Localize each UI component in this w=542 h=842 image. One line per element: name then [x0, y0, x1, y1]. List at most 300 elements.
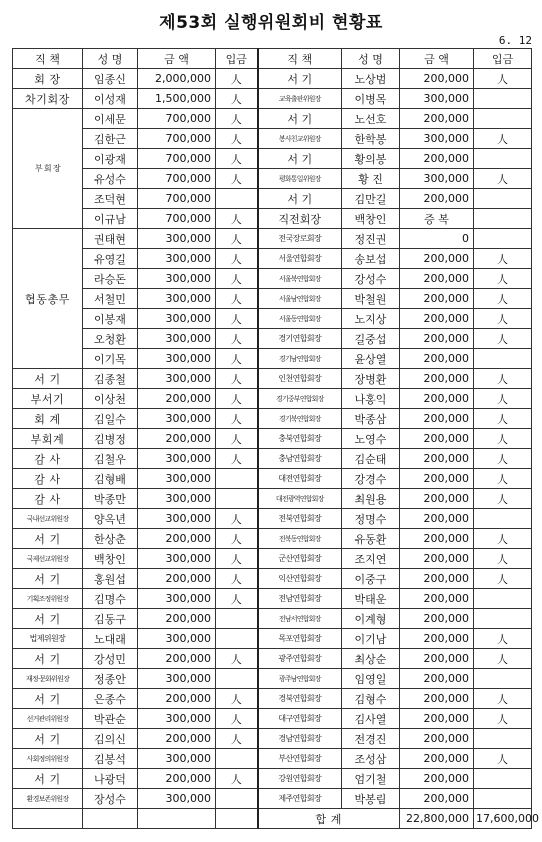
right-amount-cell: 300,000	[400, 89, 474, 109]
left-role-cell: 서 기	[13, 649, 83, 669]
right-role-cell: 서 기	[258, 109, 342, 129]
right-paid-cell: 人	[474, 249, 532, 269]
right-role-cell: 전북동연합회장	[258, 529, 342, 549]
left-name-cell: 은종수	[83, 689, 138, 709]
left-amount-cell: 300,000	[138, 449, 216, 469]
right-role-cell: 서 기	[258, 69, 342, 89]
right-name-cell: 이중구	[342, 569, 400, 589]
right-role-cell: 경남연합회장	[258, 729, 342, 749]
right-paid-cell	[474, 669, 532, 689]
right-amount-cell: 200,000	[400, 189, 474, 209]
left-paid-cell: 人	[216, 349, 258, 369]
right-name-cell: 이계형	[342, 609, 400, 629]
left-paid-cell: 人	[216, 289, 258, 309]
left-name-cell: 김철우	[83, 449, 138, 469]
left-amount-cell: 300,000	[138, 409, 216, 429]
right-amount-cell: 200,000	[400, 389, 474, 409]
right-amount-cell: 200,000	[400, 749, 474, 769]
right-name-cell: 윤상열	[342, 349, 400, 369]
right-paid-cell: 人	[474, 169, 532, 189]
right-amount-cell: 200,000	[400, 629, 474, 649]
left-name-cell: 서철민	[83, 289, 138, 309]
left-paid-cell	[216, 489, 258, 509]
left-amount-cell: 1,500,000	[138, 89, 216, 109]
right-paid-cell	[474, 109, 532, 129]
right-name-cell: 김만길	[342, 189, 400, 209]
left-role-cell: 국내선교위원장	[13, 509, 83, 529]
right-role-cell: 서 기	[258, 189, 342, 209]
left-paid-cell: 人	[216, 429, 258, 449]
right-amount-cell: 200,000	[400, 429, 474, 449]
right-paid-cell: 人	[474, 469, 532, 489]
left-amount-cell: 700,000	[138, 149, 216, 169]
table-row	[13, 749, 532, 769]
right-amount-cell: 200,000	[400, 309, 474, 329]
right-amount-cell: 증 복	[400, 209, 474, 229]
header-position: 직 책	[13, 49, 83, 69]
left-name-cell: 양옥년	[83, 509, 138, 529]
right-role-cell: 제주연합회장	[258, 789, 342, 809]
right-amount-cell: 200,000	[400, 409, 474, 429]
right-name-cell: 노선호	[342, 109, 400, 129]
right-amount-cell: 200,000	[400, 669, 474, 689]
left-empty-cell	[138, 809, 216, 829]
left-amount-cell: 300,000	[138, 329, 216, 349]
header-amount: 금 액	[138, 49, 216, 69]
left-name-cell: 박관순	[83, 709, 138, 729]
right-role-cell: 교육출판위원장	[258, 89, 342, 109]
date-label: 6. 12	[498, 34, 532, 47]
left-name-cell: 이봉재	[83, 309, 138, 329]
left-role-cell: 감 사	[13, 489, 83, 509]
table-row	[13, 349, 532, 369]
right-amount-cell: 200,000	[400, 769, 474, 789]
right-amount-cell: 200,000	[400, 69, 474, 89]
right-paid-cell: 人	[474, 689, 532, 709]
left-paid-cell: 人	[216, 529, 258, 549]
right-role-cell: 부산연합회장	[258, 749, 342, 769]
table-row	[13, 529, 532, 549]
table-row	[13, 149, 532, 169]
right-amount-cell: 200,000	[400, 789, 474, 809]
right-amount-cell: 200,000	[400, 729, 474, 749]
right-paid-cell: 人	[474, 749, 532, 769]
table-row	[13, 209, 532, 229]
table-row	[13, 469, 532, 489]
left-amount-cell: 300,000	[138, 509, 216, 529]
right-name-cell: 백창인	[342, 209, 400, 229]
right-role-cell: 서 기	[258, 149, 342, 169]
left-role-cell: 감 사	[13, 449, 83, 469]
left-amount-cell: 300,000	[138, 269, 216, 289]
table-row	[13, 169, 532, 189]
right-role-cell: 경기남연합회장	[258, 349, 342, 369]
right-amount-cell: 200,000	[400, 489, 474, 509]
right-role-cell: 서울동연합회장	[258, 309, 342, 329]
right-role-cell: 충북연합회장	[258, 429, 342, 449]
header-name: 성 명	[83, 49, 138, 69]
left-role-cell: 감 사	[13, 469, 83, 489]
left-role-cell: 선거관리위원장	[13, 709, 83, 729]
table-row	[13, 789, 532, 809]
left-name-cell: 이기목	[83, 349, 138, 369]
left-amount-cell: 300,000	[138, 549, 216, 569]
right-amount-cell: 200,000	[400, 529, 474, 549]
left-paid-cell: 人	[216, 249, 258, 269]
right-paid-cell: 人	[474, 289, 532, 309]
left-amount-cell: 200,000	[138, 729, 216, 749]
table-row	[13, 449, 532, 469]
left-role-cell: 회 장	[13, 69, 83, 89]
total-label: 합 계	[258, 809, 400, 829]
left-name-cell: 오청환	[83, 329, 138, 349]
left-paid-cell: 人	[216, 769, 258, 789]
left-amount-cell: 200,000	[138, 769, 216, 789]
left-amount-cell: 200,000	[138, 609, 216, 629]
table-row	[13, 109, 532, 129]
right-role-cell: 직전회장	[258, 209, 342, 229]
right-name-cell: 박종삼	[342, 409, 400, 429]
left-name-cell: 김종철	[83, 369, 138, 389]
left-amount-cell: 300,000	[138, 469, 216, 489]
left-paid-cell: 人	[216, 149, 258, 169]
header-amount: 금 액	[400, 49, 474, 69]
right-amount-cell: 0	[400, 229, 474, 249]
right-amount-cell: 200,000	[400, 109, 474, 129]
right-amount-cell: 200,000	[400, 329, 474, 349]
right-paid-cell	[474, 89, 532, 109]
left-paid-cell: 人	[216, 689, 258, 709]
left-amount-cell: 700,000	[138, 129, 216, 149]
left-paid-cell: 人	[216, 309, 258, 329]
right-amount-cell: 200,000	[400, 709, 474, 729]
right-name-cell: 송보섭	[342, 249, 400, 269]
left-name-cell: 김봉석	[83, 749, 138, 769]
right-name-cell: 최원용	[342, 489, 400, 509]
left-amount-cell: 300,000	[138, 629, 216, 649]
left-role-cell: 재정·문화위원장	[13, 669, 83, 689]
right-paid-cell: 人	[474, 129, 532, 149]
left-name-cell: 이규남	[83, 209, 138, 229]
left-paid-cell	[216, 469, 258, 489]
right-role-cell: 충남연합회장	[258, 449, 342, 469]
left-amount-cell: 300,000	[138, 349, 216, 369]
right-paid-cell	[474, 509, 532, 529]
table-row	[13, 769, 532, 789]
right-name-cell: 임영일	[342, 669, 400, 689]
left-paid-cell	[216, 629, 258, 649]
right-amount-cell: 200,000	[400, 549, 474, 569]
left-amount-cell: 700,000	[138, 189, 216, 209]
table-row	[13, 429, 532, 449]
right-name-cell: 박봉림	[342, 789, 400, 809]
left-paid-cell: 人	[216, 89, 258, 109]
left-name-cell: 노대래	[83, 629, 138, 649]
right-paid-cell: 人	[474, 69, 532, 89]
right-name-cell: 유동환	[342, 529, 400, 549]
left-paid-cell: 人	[216, 369, 258, 389]
right-amount-cell: 200,000	[400, 649, 474, 669]
right-role-cell: 전북연합회장	[258, 509, 342, 529]
left-role-cell: 부 회 장	[13, 109, 83, 229]
table-row	[13, 609, 532, 629]
right-paid-cell	[474, 209, 532, 229]
right-paid-cell: 人	[474, 549, 532, 569]
left-amount-cell: 2,000,000	[138, 69, 216, 89]
right-name-cell: 이기남	[342, 629, 400, 649]
table-row	[13, 809, 532, 829]
right-role-cell: 강원연합회장	[258, 769, 342, 789]
right-role-cell: 전국장로회장	[258, 229, 342, 249]
total-amount: 22,800,000	[400, 809, 474, 829]
table-row	[13, 729, 532, 749]
left-name-cell: 김동구	[83, 609, 138, 629]
left-amount-cell: 200,000	[138, 689, 216, 709]
right-paid-cell: 人	[474, 429, 532, 449]
right-role-cell: 평화통일위원장	[258, 169, 342, 189]
right-paid-cell: 人	[474, 709, 532, 729]
right-paid-cell	[474, 769, 532, 789]
left-amount-cell: 300,000	[138, 369, 216, 389]
page-title: 제53회 실행위원회비 현황표	[159, 13, 383, 33]
left-empty-cell	[83, 809, 138, 829]
right-paid-cell	[474, 229, 532, 249]
total-paid-amount: 17,600,000	[474, 809, 532, 829]
table-row	[13, 69, 532, 89]
left-role-cell: 서 기	[13, 689, 83, 709]
table-header-row	[13, 49, 532, 69]
right-name-cell: 조지연	[342, 549, 400, 569]
left-role-cell: 국제선교위원장	[13, 549, 83, 569]
left-amount-cell: 700,000	[138, 109, 216, 129]
table-row	[13, 189, 532, 209]
right-name-cell: 나홍익	[342, 389, 400, 409]
right-amount-cell: 200,000	[400, 469, 474, 489]
table-row	[13, 549, 532, 569]
table-row	[13, 409, 532, 429]
right-role-cell: 경북연합회장	[258, 689, 342, 709]
left-name-cell: 나광덕	[83, 769, 138, 789]
right-amount-cell: 200,000	[400, 349, 474, 369]
left-role-cell: 협동총무	[13, 229, 83, 369]
right-role-cell: 군산연합회장	[258, 549, 342, 569]
right-paid-cell: 人	[474, 369, 532, 389]
left-amount-cell: 300,000	[138, 669, 216, 689]
right-name-cell: 강성수	[342, 269, 400, 289]
table-row	[13, 89, 532, 109]
left-name-cell: 백창인	[83, 549, 138, 569]
left-paid-cell: 人	[216, 449, 258, 469]
left-name-cell: 김일수	[83, 409, 138, 429]
left-amount-cell: 200,000	[138, 569, 216, 589]
right-role-cell: 목포연합회장	[258, 629, 342, 649]
left-paid-cell: 人	[216, 209, 258, 229]
table-row	[13, 629, 532, 649]
right-role-cell: 봉사친교위원장	[258, 129, 342, 149]
right-paid-cell: 人	[474, 649, 532, 669]
right-paid-cell	[474, 149, 532, 169]
left-paid-cell: 人	[216, 569, 258, 589]
right-amount-cell: 200,000	[400, 149, 474, 169]
left-empty-cell	[13, 809, 83, 829]
table-row	[13, 329, 532, 349]
header-paid: 입금	[474, 49, 532, 69]
right-role-cell: 경기연합회장	[258, 329, 342, 349]
left-role-cell: 기획조정위원장	[13, 589, 83, 609]
right-paid-cell: 人	[474, 569, 532, 589]
left-name-cell: 권태현	[83, 229, 138, 249]
right-name-cell: 황 진	[342, 169, 400, 189]
left-paid-cell: 人	[216, 389, 258, 409]
left-amount-cell: 300,000	[138, 229, 216, 249]
left-name-cell: 임종신	[83, 69, 138, 89]
left-paid-cell: 人	[216, 509, 258, 529]
left-paid-cell: 人	[216, 129, 258, 149]
left-name-cell: 홍원섭	[83, 569, 138, 589]
right-amount-cell: 200,000	[400, 569, 474, 589]
left-paid-cell: 人	[216, 69, 258, 89]
right-paid-cell	[474, 589, 532, 609]
right-amount-cell: 200,000	[400, 369, 474, 389]
right-paid-cell	[474, 609, 532, 629]
left-amount-cell: 300,000	[138, 589, 216, 609]
left-role-cell: 사회정의위원장	[13, 749, 83, 769]
table-row	[13, 569, 532, 589]
right-amount-cell: 200,000	[400, 609, 474, 629]
right-name-cell: 김형수	[342, 689, 400, 709]
left-role-cell: 서 기	[13, 369, 83, 389]
left-role-cell: 차기회장	[13, 89, 83, 109]
left-paid-cell	[216, 789, 258, 809]
left-name-cell: 조덕현	[83, 189, 138, 209]
left-amount-cell: 200,000	[138, 429, 216, 449]
right-name-cell: 황의봉	[342, 149, 400, 169]
left-name-cell: 김형배	[83, 469, 138, 489]
left-amount-cell: 300,000	[138, 289, 216, 309]
left-amount-cell: 300,000	[138, 249, 216, 269]
left-role-cell: 부회계	[13, 429, 83, 449]
right-role-cell: 대구연합회장	[258, 709, 342, 729]
right-paid-cell: 人	[474, 629, 532, 649]
left-name-cell: 이세문	[83, 109, 138, 129]
left-amount-cell: 300,000	[138, 489, 216, 509]
left-name-cell: 강성민	[83, 649, 138, 669]
left-name-cell: 한상춘	[83, 529, 138, 549]
right-role-cell: 광주남연합회장	[258, 669, 342, 689]
left-name-cell: 김명수	[83, 589, 138, 609]
left-amount-cell: 300,000	[138, 749, 216, 769]
right-role-cell: 대전광역연합회장	[258, 489, 342, 509]
left-paid-cell: 人	[216, 589, 258, 609]
table-row	[13, 229, 532, 249]
left-name-cell: 이상천	[83, 389, 138, 409]
right-paid-cell: 人	[474, 449, 532, 469]
left-amount-cell: 200,000	[138, 529, 216, 549]
right-name-cell: 조성삼	[342, 749, 400, 769]
right-amount-cell: 200,000	[400, 289, 474, 309]
left-amount-cell: 200,000	[138, 649, 216, 669]
right-paid-cell: 人	[474, 389, 532, 409]
table-row	[13, 709, 532, 729]
right-name-cell: 엄기철	[342, 769, 400, 789]
table-row	[13, 649, 532, 669]
right-role-cell: 서울북연합회장	[258, 269, 342, 289]
right-paid-cell: 人	[474, 529, 532, 549]
left-name-cell: 정종안	[83, 669, 138, 689]
right-amount-cell: 300,000	[400, 129, 474, 149]
right-paid-cell	[474, 189, 532, 209]
left-paid-cell	[216, 609, 258, 629]
right-role-cell: 경기중부연합회장	[258, 389, 342, 409]
right-name-cell: 김순태	[342, 449, 400, 469]
left-role-cell: 서 기	[13, 569, 83, 589]
left-amount-cell: 700,000	[138, 169, 216, 189]
left-amount-cell: 700,000	[138, 209, 216, 229]
right-name-cell: 한학봉	[342, 129, 400, 149]
left-paid-cell: 人	[216, 709, 258, 729]
left-amount-cell: 300,000	[138, 789, 216, 809]
right-name-cell: 정진권	[342, 229, 400, 249]
right-amount-cell: 200,000	[400, 589, 474, 609]
right-role-cell: 익산연합회장	[258, 569, 342, 589]
table-row	[13, 489, 532, 509]
right-name-cell: 최상순	[342, 649, 400, 669]
left-role-cell: 서 기	[13, 609, 83, 629]
right-name-cell: 정명수	[342, 509, 400, 529]
right-paid-cell: 人	[474, 489, 532, 509]
right-role-cell: 서울연합회장	[258, 249, 342, 269]
right-name-cell: 장병환	[342, 369, 400, 389]
table-row	[13, 689, 532, 709]
right-amount-cell: 300,000	[400, 169, 474, 189]
table-row	[13, 369, 532, 389]
header-paid: 입금	[216, 49, 258, 69]
right-role-cell: 전남연합회장	[258, 589, 342, 609]
table-row	[13, 389, 532, 409]
right-paid-cell	[474, 789, 532, 809]
right-amount-cell: 200,000	[400, 509, 474, 529]
left-name-cell: 박종만	[83, 489, 138, 509]
left-paid-cell: 人	[216, 549, 258, 569]
table-row	[13, 289, 532, 309]
right-amount-cell: 200,000	[400, 449, 474, 469]
left-paid-cell: 人	[216, 229, 258, 249]
right-amount-cell: 200,000	[400, 689, 474, 709]
right-amount-cell: 200,000	[400, 249, 474, 269]
right-role-cell: 대전연합회장	[258, 469, 342, 489]
right-paid-cell: 人	[474, 329, 532, 349]
left-amount-cell: 300,000	[138, 309, 216, 329]
table-row	[13, 249, 532, 269]
right-name-cell: 전경진	[342, 729, 400, 749]
left-paid-cell: 人	[216, 649, 258, 669]
left-name-cell: 이광재	[83, 149, 138, 169]
header-position: 직 책	[258, 49, 342, 69]
left-name-cell: 유성수	[83, 169, 138, 189]
left-role-cell: 서 기	[13, 769, 83, 789]
left-role-cell: 서 기	[13, 529, 83, 549]
left-role-cell: 서 기	[13, 729, 83, 749]
left-name-cell: 김한근	[83, 129, 138, 149]
table-row	[13, 589, 532, 609]
left-role-cell: 법제위원장	[13, 629, 83, 649]
table-row	[13, 269, 532, 289]
left-paid-cell: 人	[216, 329, 258, 349]
right-name-cell: 노지상	[342, 309, 400, 329]
right-role-cell: 서울남연합회장	[258, 289, 342, 309]
table-row	[13, 309, 532, 329]
right-paid-cell: 人	[474, 409, 532, 429]
